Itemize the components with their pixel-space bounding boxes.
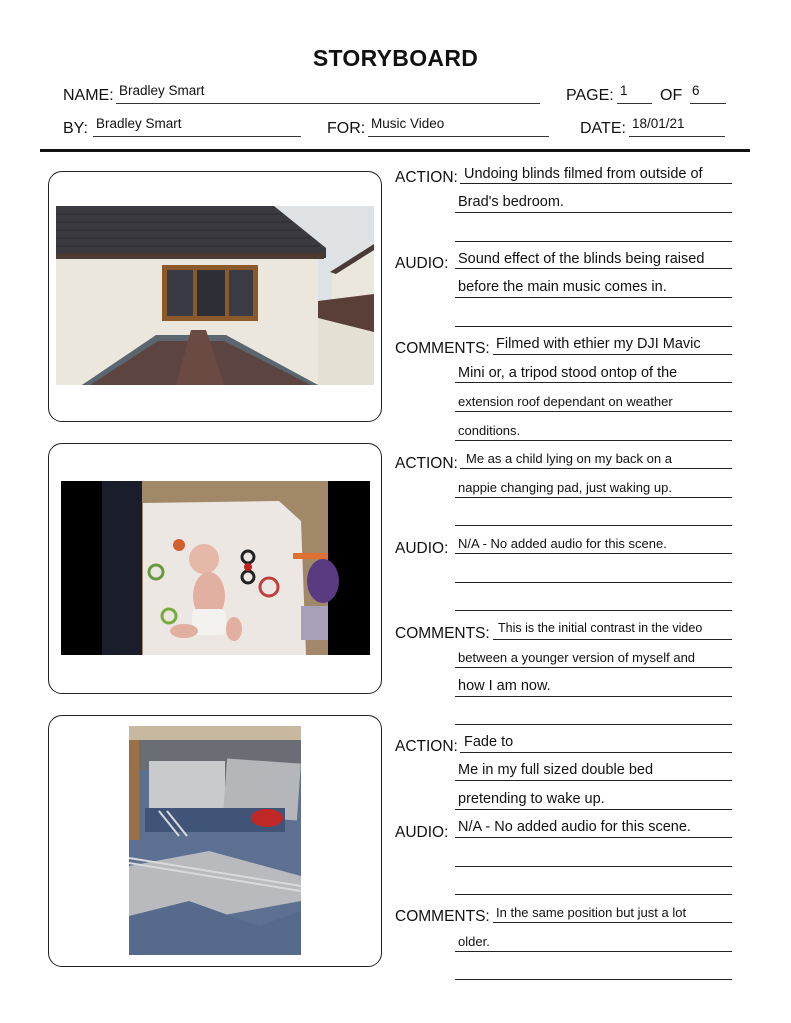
frame-3 [48,715,382,967]
frame-1-action-line-1[interactable] [460,183,732,184]
frame-3-audio-label: AUDIO: [395,824,449,841]
frame-2-comments-label: COMMENTS: [395,625,490,642]
frame-1-comments-text-4: conditions. [458,423,521,438]
frame-3-action-text-2: Me in my full sized double bed [458,762,654,778]
frame-3-comments-text-1: In the same position but just a lot [496,905,687,920]
frame-3-image [129,726,301,955]
frame-3-comments-line-1[interactable] [493,922,732,923]
frame-1-comments-line-2[interactable] [455,382,732,383]
baby-on-changing-pad-image [61,481,370,655]
frame-1-audio-line-2[interactable] [455,297,732,298]
frame-3-comments-line-2[interactable] [455,951,732,952]
frame-2-action-line-3[interactable] [455,525,732,526]
frame-1-action-label: ACTION: [395,169,458,186]
for-field[interactable] [368,116,549,137]
frame-2-audio-line-1[interactable] [455,553,732,554]
frame-1-comments-line-4[interactable] [455,440,732,441]
frame-2-comments-text-3: how I am now. [458,678,551,694]
of-label: OF [660,87,683,104]
frame-1-audio-text-1: Sound effect of the blinds being raised [458,251,705,267]
name-field[interactable] [116,83,540,104]
name-label: NAME: [63,87,114,104]
frame-2-action-text-2: nappie changing pad, just waking up. [458,480,672,495]
frame-3-audio-text-1: N/A - No added audio for this scene. [458,819,691,835]
by-field[interactable] [93,116,301,137]
frame-2-audio-text-1: N/A - No added audio for this scene. [458,536,667,551]
frame-2-comments-text-2: between a younger version of myself and [458,650,696,665]
frame-2-comments-text-1: This is the initial contrast in the video [498,621,703,635]
frame-1-action-line-3[interactable] [455,241,732,242]
date-field[interactable] [629,116,725,137]
page-field[interactable] [617,83,652,104]
by-value: Bradley Smart [96,116,182,131]
name-value: Bradley Smart [119,83,205,98]
frame-2-audio-label: AUDIO: [395,540,449,557]
frame-3-action-line-1[interactable] [460,752,732,753]
header-divider [40,149,750,152]
of-value: 6 [692,83,700,98]
of-field[interactable] [690,83,726,104]
frame-1-image [56,206,374,385]
frame-1-comments-line-1[interactable] [493,354,732,355]
frame-3-comments-label: COMMENTS: [395,908,490,925]
frame-2-comments-line-3[interactable] [455,696,732,697]
page-label: PAGE: [566,87,614,104]
house-exterior-image [56,206,374,385]
frame-2-comments-line-1[interactable] [493,639,732,640]
frame-2-action-text-1: Me as a child lying on my back on a [466,451,672,466]
frame-3-comments-text-2: older. [458,934,490,949]
frame-3-action-text-3: pretending to wake up. [458,791,605,807]
by-label: BY: [63,120,88,137]
frame-2-comments-line-4[interactable] [455,724,732,725]
frame-3-action-line-2[interactable] [455,780,732,781]
unmade-double-bed-image [129,726,301,955]
frame-2-action-label: ACTION: [395,455,458,472]
frame-1-comments-text-2: Mini or, a tripod stood ontop of the [458,365,678,381]
frame-1-action-text-1: Undoing blinds filmed from outside of [464,166,703,182]
frame-1-comments-text-1: Filmed with ethier my DJI Mavic [496,336,701,352]
frame-3-comments-line-3[interactable] [455,979,732,980]
page-value: 1 [620,83,628,98]
frame-1-audio-text-2: before the main music comes in. [458,279,667,295]
frame-1-comments-label: COMMENTS: [395,340,490,357]
date-label: DATE: [580,120,626,137]
frame-1-audio-line-3[interactable] [455,326,732,327]
frame-2-audio-line-3[interactable] [455,610,732,611]
frame-3-action-line-3[interactable] [455,809,732,810]
frame-1-comments-text-3: extension roof dependant on weather [458,394,673,409]
frame-2-action-line-1[interactable] [460,468,732,469]
frame-3-audio-line-2[interactable] [455,866,732,867]
frame-1-action-line-2[interactable] [455,212,732,213]
for-label: FOR: [327,120,366,137]
frame-3-action-text-1: Fade to [464,734,514,750]
page-title: STORYBOARD [312,45,479,71]
frame-2 [48,443,382,694]
for-value: Music Video [371,116,445,131]
frame-1-audio-label: AUDIO: [395,255,449,272]
frame-1 [48,171,382,422]
frame-1-audio-line-1[interactable] [455,268,732,269]
frame-1-comments-line-3[interactable] [455,411,732,412]
frame-3-audio-line-3[interactable] [455,894,732,895]
frame-2-action-line-2[interactable] [455,497,732,498]
frame-2-audio-line-2[interactable] [455,582,732,583]
frame-2-comments-line-2[interactable] [455,667,732,668]
frame-2-image [61,481,370,655]
date-value: 18/01/21 [632,116,685,131]
frame-3-action-label: ACTION: [395,738,458,755]
frame-3-audio-line-1[interactable] [455,837,732,838]
frame-1-action-text-2: Brad's bedroom. [458,194,564,210]
